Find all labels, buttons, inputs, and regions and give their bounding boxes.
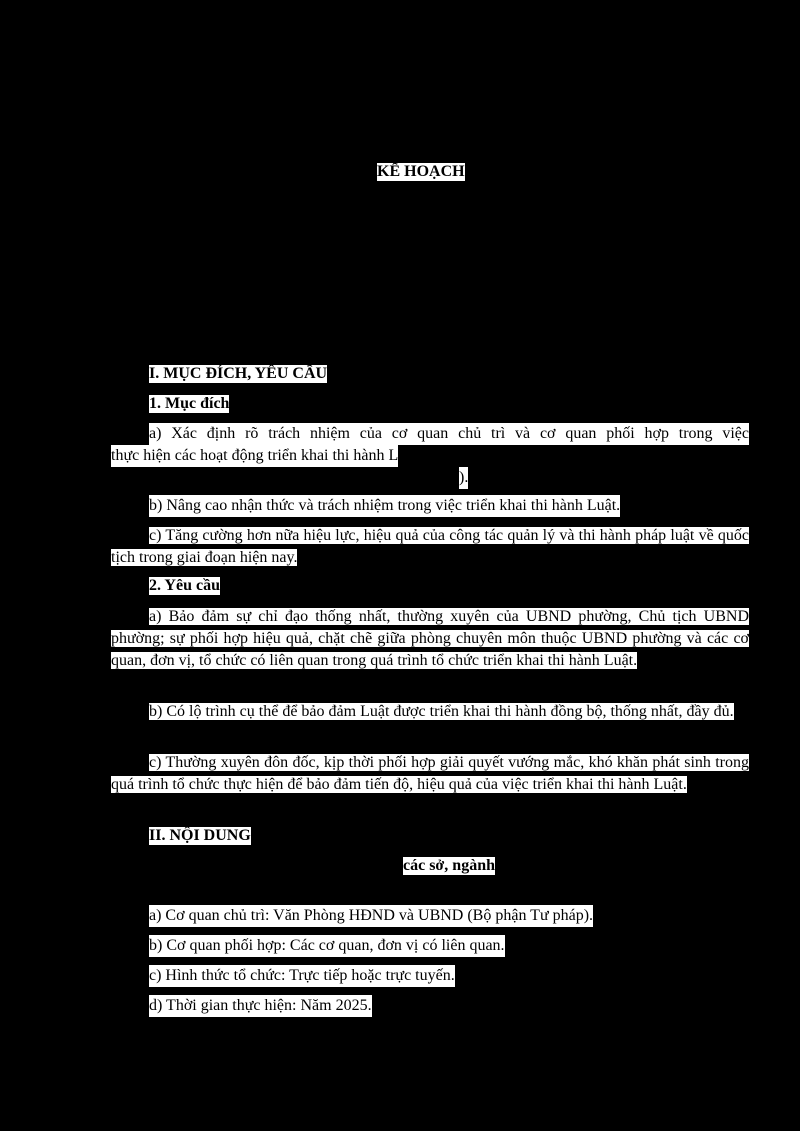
- section-2-heading: II. NỘI DUNG: [149, 827, 251, 844]
- purpose-a-line3: ).: [459, 467, 468, 489]
- section-1-heading: I. MỤC ĐÍCH, YÊU CẦU: [149, 365, 328, 382]
- purpose-c: c) Tăng cường hơn nữa hiệu lực, hiệu quả của công tác quản lý và thi hành pháp luật về quốc tịch trong giai đoạn hiện nay.: [111, 527, 749, 566]
- requirements-c: c) Thường xuyên đôn đốc, kịp thời phối hợp giải quyết vướng mắc, khó khăn phát sinh trong quá trình tổ chức thực hiện để bảo đảm tiến độ, hiệu quả của việc triển khai thi hành Luật.: [111, 754, 749, 793]
- requirements-heading: 2. Yêu cầu: [149, 577, 220, 594]
- purpose-a-line2: thực hiện các hoạt động triển khai thi hành L: [111, 445, 398, 467]
- section-2-subheading-fragment: các sở, ngành: [403, 857, 495, 874]
- purpose-a-line1: a) Xác định rõ trách nhiệm của cơ quan chủ trì và cơ quan phối hợp trong việc: [149, 423, 749, 445]
- requirements-b: b) Có lộ trình cụ thể để bảo đảm Luật được triển khai thi hành đồng bộ, thống nhất, đầy đủ.: [149, 703, 734, 720]
- purpose-b: b) Nâng cao nhận thức và trách nhiệm trong việc triển khai thi hành Luật.: [149, 495, 620, 517]
- content-item-b: b) Cơ quan phối hợp: Các cơ quan, đơn vị có liên quan.: [149, 935, 505, 957]
- purpose-heading: 1. Mục đích: [149, 395, 230, 412]
- document-title: KẾ HOẠCH: [377, 163, 465, 180]
- content-item-c: c) Hình thức tổ chức: Trực tiếp hoặc trực tuyến.: [149, 965, 455, 987]
- content-item-d: d) Thời gian thực hiện: Năm 2025.: [149, 995, 372, 1017]
- content-item-a: a) Cơ quan chủ trì: Văn Phòng HĐND và UBND (Bộ phận Tư pháp).: [149, 905, 593, 927]
- requirements-a: a) Bảo đảm sự chỉ đạo thống nhất, thường xuyên của UBND phường, Chủ tịch UBND phường; sự phối hợp hiệu quả, chặt chẽ giữa phòng chuyên môn thuộc UBND phường và các cơ quan, đơn vị, tổ chức có liên quan trong quá trình tổ chức triển khai thi hành Luật.: [111, 608, 749, 669]
